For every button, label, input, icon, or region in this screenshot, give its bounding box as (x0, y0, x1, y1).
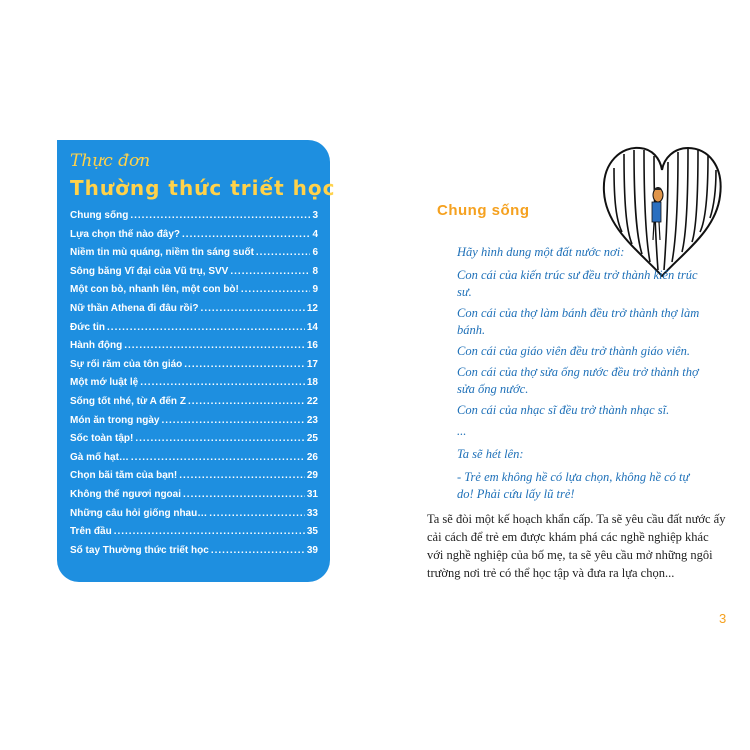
poem-block (457, 244, 707, 507)
toc-entry (70, 303, 318, 322)
body-paragraph: Ta sẽ đòi một kế hoạch khẩn cấp. Ta sẽ yêu cầu đất nước ấy cải cách để trẻ em được khám phá các nghề nghiệp khác với nghề nghiệp của bố mẹ, ta sẽ yêu cầu mở những ngôi trường nơi trẻ có thể học tập và đưa ra lựa chọn... (427, 512, 726, 580)
toc-entry-page: 33 (306, 507, 318, 519)
toc-entry (70, 452, 318, 471)
toc-entry (70, 377, 318, 396)
toc-entry (70, 470, 318, 489)
toc-leader-dots (209, 508, 305, 519)
toc-leader-dots (131, 452, 305, 463)
toc-entry (70, 247, 318, 266)
toc-entry-page: 3 (312, 210, 318, 221)
toc-entry (70, 545, 318, 564)
toc-entry (70, 210, 318, 229)
toc-entry-title: Chung sống (70, 210, 129, 221)
toc-list (70, 210, 318, 563)
toc-entry (70, 396, 318, 415)
toc-entry-page: 12 (306, 302, 318, 314)
toc-leader-dots (179, 470, 305, 481)
toc-leader-dots (140, 377, 305, 388)
toc-entry (70, 266, 318, 285)
toc-leader-dots (130, 210, 310, 221)
page-number: 3 (719, 611, 727, 626)
toc-entry-page: 9 (312, 284, 318, 296)
toc-leader-dots (107, 322, 305, 333)
toc-entry-title: Một mớ luật lệ (70, 377, 139, 389)
toc-entry-title: Sốc toàn tập! (70, 433, 134, 445)
toc-entry (70, 526, 318, 545)
toc-leader-dots (256, 247, 311, 258)
toc-entry-title: Món ăn trong ngày (70, 414, 160, 426)
toc-entry-page: 26 (306, 451, 318, 463)
toc-leader-dots (161, 415, 304, 426)
toc-entry-title: Sự rối rắm của tôn giáo (70, 358, 183, 370)
toc-leader-dots (201, 303, 305, 314)
toc-entry (70, 433, 318, 452)
toc-entry-title: Hành động (70, 340, 123, 352)
toc-entry (70, 489, 318, 508)
poem-line: Con cái của giáo viên đều trở thành giáo viên. (457, 344, 691, 358)
toc-entry-page: 17 (306, 358, 318, 370)
toc-entry-page: 18 (306, 377, 318, 389)
toc-entry-page: 23 (306, 414, 318, 426)
poem-line: Con cái của nhạc sĩ đều trở thành nhạc sĩ. (457, 403, 670, 417)
toc-entry-page: 25 (306, 433, 318, 445)
toc-entry (70, 229, 318, 248)
toc-leader-dots (114, 526, 305, 537)
toc-kicker: Thực đơn (70, 151, 151, 171)
toc-entry-page: 31 (306, 488, 318, 500)
toc-entry (70, 508, 318, 527)
toc-entry-title: Nữ thần Athena đi đâu rồi? (70, 302, 199, 314)
toc-leader-dots (241, 284, 311, 295)
toc-entry (70, 284, 318, 303)
toc-entry-title: Lựa chọn thế nào đây? (70, 228, 181, 240)
toc-entry-page: 16 (306, 340, 318, 352)
toc-entry (70, 415, 318, 434)
toc-entry-page: 8 (312, 265, 318, 277)
section-heading: Chung sống (437, 202, 530, 219)
toc-entry-title: Sống tốt nhé, từ A đến Z (70, 395, 186, 407)
poem-line: ... (457, 424, 467, 438)
toc-leader-dots (135, 433, 305, 444)
toc-leader-dots (182, 229, 310, 240)
man-figure (652, 187, 663, 240)
toc-entry-title: Một con bò, nhanh lên, một con bò! (70, 284, 239, 296)
toc-entry-title: Những câu hỏi giống nhau… (70, 507, 208, 519)
poem-line: Con cái của thợ làm bánh đều trở thành thợ làm bánh. (457, 306, 700, 337)
toc-entry-page: 35 (306, 526, 318, 538)
toc-leader-dots (230, 266, 310, 277)
toc-entry-title: Niềm tin mù quáng, niềm tin sáng suốt (70, 247, 254, 259)
toc-entry-title: Sông băng Vĩ đại của Vũ trụ, SVV (70, 265, 229, 277)
toc-entry-page: 14 (306, 321, 318, 333)
toc-entry-title: Đức tin (70, 321, 106, 333)
poem-line: - Trẻ em không hề có lựa chọn, không hề có tự do! Phải cứu lấy lũ trẻ! (457, 470, 690, 501)
toc-leader-dots (124, 340, 305, 351)
toc-entry-title: Gà mổ hạt… (70, 451, 129, 463)
toc-entry-page: 22 (306, 395, 318, 407)
toc-entry-title: Trên đầu (70, 526, 112, 538)
toc-entry-title: Không thể ngươi ngoai (70, 488, 182, 500)
toc-entry-title: Sổ tay Thường thức triết học (70, 544, 209, 556)
toc-leader-dots (183, 489, 305, 500)
toc-leader-dots (184, 359, 305, 370)
toc-entry (70, 359, 318, 378)
toc-entry (70, 322, 318, 341)
poem-line: Ta sẽ hét lên: (457, 447, 524, 461)
toc-entry (70, 340, 318, 359)
poem-line: Con cái của thợ sửa ống nước đều trở thành thợ sửa ống nước. (457, 365, 699, 396)
toc-entry-page: 39 (306, 544, 318, 556)
toc-entry-page: 6 (312, 247, 318, 259)
toc-entry-page: 4 (312, 228, 318, 240)
poem-line: Con cái của kiến trúc sư đều trở thành kiến trúc sư. (457, 268, 698, 299)
poem-line: Hãy hình dung một đất nước nơi: (457, 245, 625, 259)
toc-leader-dots (188, 396, 305, 407)
toc-title: Thường thức triết học (70, 176, 336, 200)
toc-leader-dots (211, 545, 305, 556)
toc-entry-title: Chọn bãi tắm của bạn! (70, 470, 178, 482)
toc-entry-page: 29 (306, 470, 318, 482)
